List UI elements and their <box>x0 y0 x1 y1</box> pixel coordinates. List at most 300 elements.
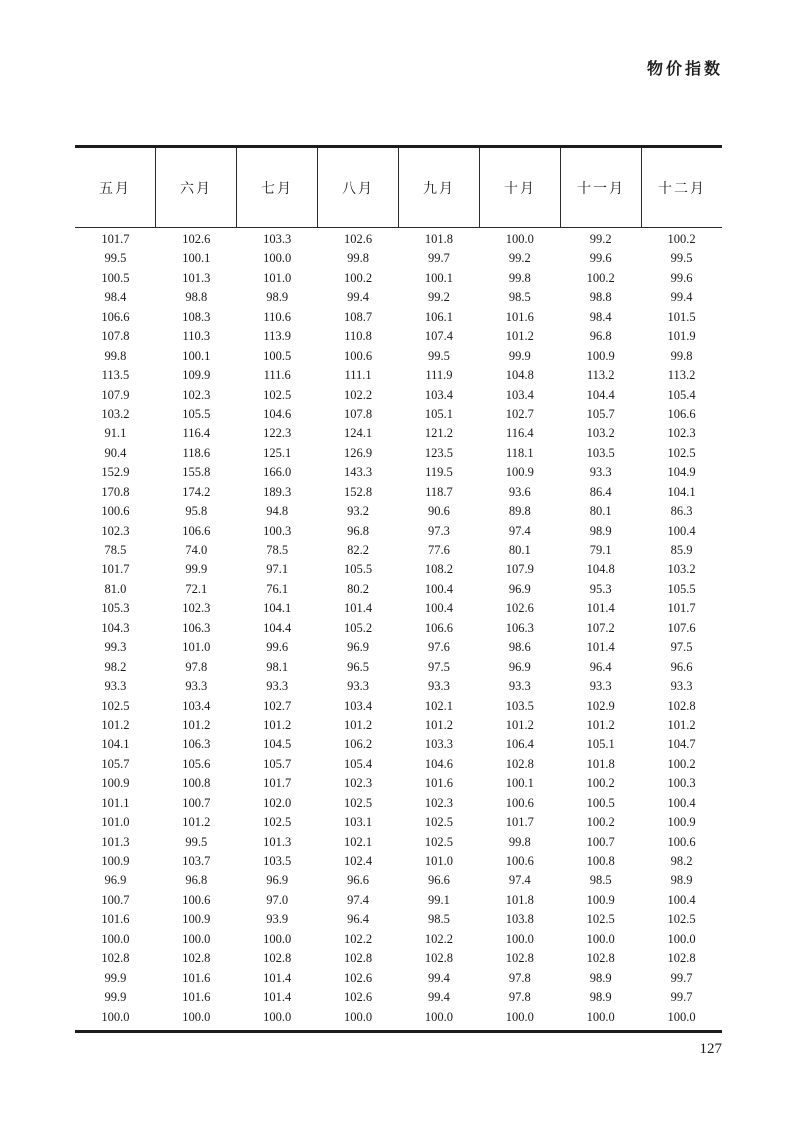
table-cell: 118.6 <box>182 445 211 460</box>
table-row <box>75 735 722 754</box>
table-cell: 99.5 <box>670 251 693 266</box>
table-row <box>75 949 722 968</box>
table-row <box>75 386 722 405</box>
table-cell: 97.4 <box>347 892 369 907</box>
table-cell: 99.1 <box>428 892 450 907</box>
table-cell: 123.5 <box>424 445 453 460</box>
table-cell: 104.5 <box>263 737 292 752</box>
table-cell: 93.3 <box>347 679 369 694</box>
table-cell: 93.3 <box>589 679 612 694</box>
table-row <box>75 580 722 599</box>
table-cell: 166.0 <box>263 465 292 480</box>
table-cell: 101.2 <box>424 717 453 732</box>
table-cell: 99.7 <box>670 970 693 985</box>
table-cell: 100.2 <box>586 270 615 285</box>
table-cell: 93.9 <box>266 912 289 927</box>
table-cell: 101.6 <box>505 309 534 324</box>
table-cell: 80.1 <box>508 543 531 557</box>
table-cell: 98.9 <box>589 970 612 985</box>
table-cell: 100.2 <box>344 270 373 285</box>
table-cell: 111.9 <box>425 368 453 383</box>
table-row <box>75 327 722 346</box>
table-cell: 82.2 <box>347 543 369 557</box>
table-cell: 100.0 <box>505 232 534 246</box>
table-cell: 102.3 <box>182 387 211 402</box>
table-cell: 100.0 <box>101 931 130 946</box>
table-cell: 101.5 <box>667 309 696 324</box>
table-row <box>75 871 722 890</box>
table-cell: 101.6 <box>101 912 130 927</box>
table-cell: 106.6 <box>182 523 211 538</box>
table-cell: 116.4 <box>182 426 211 441</box>
table-cell: 101.2 <box>344 717 373 732</box>
table-cell: 100.6 <box>344 348 373 363</box>
table-cell: 97.1 <box>266 562 289 577</box>
table-cell: 100.6 <box>101 504 130 519</box>
table-cell: 106.1 <box>424 309 453 324</box>
table-cell: 103.7 <box>182 854 211 868</box>
table-cell: 113.2 <box>667 368 696 383</box>
table-cell: 100.9 <box>101 776 130 791</box>
table-cell: 99.8 <box>508 270 531 285</box>
table-cell: 99.6 <box>266 640 289 655</box>
table-cell: 99.7 <box>670 990 693 1005</box>
table-cell: 102.5 <box>344 795 373 810</box>
table-cell: 105.2 <box>344 620 373 635</box>
table-cell: 101.0 <box>424 854 453 868</box>
table-row <box>75 852 722 871</box>
column-header: 十二月 <box>641 148 722 227</box>
table-cell: 105.7 <box>101 756 130 771</box>
table-cell: 98.4 <box>589 309 612 324</box>
table-cell: 72.1 <box>185 581 208 596</box>
table-cell: 100.7 <box>101 892 130 907</box>
table-row <box>75 774 722 793</box>
table-cell: 95.8 <box>185 504 208 519</box>
table-cell: 103.1 <box>344 815 373 830</box>
table-cell: 97.0 <box>266 892 289 907</box>
table-cell: 98.9 <box>670 873 693 888</box>
table-cell: 103.8 <box>505 912 534 927</box>
table-cell: 97.4 <box>508 873 531 888</box>
table-cell: 102.1 <box>344 834 373 849</box>
table-cell: 101.8 <box>505 892 534 907</box>
table-cell: 101.0 <box>263 270 292 285</box>
table-cell: 98.8 <box>589 290 612 305</box>
table-cell: 189.3 <box>263 484 292 499</box>
table-row <box>75 1008 722 1027</box>
table-cell: 102.2 <box>344 387 373 402</box>
table-cell: 98.6 <box>508 640 531 655</box>
table-cell: 78.5 <box>104 543 127 557</box>
table-cell: 102.1 <box>424 698 453 713</box>
table-cell: 102.8 <box>667 951 696 966</box>
table-cell: 100.5 <box>586 795 615 810</box>
table-row <box>75 658 722 677</box>
table-cell: 96.6 <box>670 659 693 674</box>
table-cell: 101.7 <box>505 815 534 830</box>
table-cell: 110.8 <box>344 329 372 344</box>
table-row <box>75 230 722 249</box>
table-cell: 99.2 <box>508 251 531 266</box>
table-cell: 101.3 <box>101 834 130 849</box>
table-cell: 100.9 <box>586 892 615 907</box>
table-cell: 118.7 <box>425 484 453 499</box>
table-cell: 74.0 <box>185 543 208 557</box>
table-cell: 99.2 <box>589 232 612 246</box>
table-cell: 102.7 <box>263 698 292 713</box>
table-cell: 100.2 <box>586 815 615 830</box>
table-cell: 104.3 <box>101 620 130 635</box>
table-cell: 89.8 <box>508 504 531 519</box>
table-cell: 98.9 <box>589 990 612 1005</box>
table-cell: 105.4 <box>344 756 373 771</box>
table-cell: 100.3 <box>667 776 696 791</box>
table-cell: 94.8 <box>266 504 289 519</box>
table-cell: 152.9 <box>101 465 130 480</box>
table-cell: 100.6 <box>182 892 211 907</box>
column-header: 五月 <box>99 180 131 197</box>
table-cell: 100.4 <box>424 601 453 616</box>
table-cell: 99.8 <box>508 834 531 849</box>
column-header: 十一月 <box>560 148 641 227</box>
table-cell: 103.5 <box>263 854 292 868</box>
table-row <box>75 969 722 988</box>
price-index-table <box>75 145 722 1033</box>
table-cell: 100.0 <box>263 1009 292 1024</box>
table-cell: 102.6 <box>505 601 534 616</box>
table-cell: 103.2 <box>667 562 696 577</box>
table-cell: 105.1 <box>424 406 453 421</box>
table-row <box>75 522 722 541</box>
table-row <box>75 249 722 268</box>
table-row <box>75 288 722 307</box>
table-cell: 101.4 <box>263 970 292 985</box>
table-cell: 99.8 <box>347 251 369 266</box>
table-cell: 101.7 <box>101 562 130 577</box>
table-cell: 102.5 <box>424 815 453 830</box>
table-cell: 105.5 <box>667 581 696 596</box>
table-cell: 101.8 <box>424 232 453 246</box>
table-cell: 102.5 <box>263 387 292 402</box>
table-cell: 101.4 <box>263 990 292 1005</box>
table-cell: 100.6 <box>667 834 696 849</box>
table-cell: 99.2 <box>428 290 450 305</box>
table-cell: 110.3 <box>182 329 211 344</box>
table-cell: 85.9 <box>670 543 693 557</box>
table-row <box>75 444 722 463</box>
table-cell: 76.1 <box>266 581 289 596</box>
table-cell: 106.6 <box>424 620 453 635</box>
table-cell: 90.6 <box>428 504 450 519</box>
table-cell: 101.0 <box>101 815 130 830</box>
table-cell: 107.4 <box>424 329 453 344</box>
table-cell: 104.6 <box>263 406 292 421</box>
table-cell: 98.1 <box>266 659 289 674</box>
table-cell: 102.3 <box>667 426 696 441</box>
table-cell: 108.2 <box>424 562 453 577</box>
table-cell: 101.2 <box>182 815 211 830</box>
table-cell: 100.1 <box>505 776 534 791</box>
table-cell: 105.7 <box>586 406 615 421</box>
table-cell: 108.3 <box>182 309 211 324</box>
table-cell: 100.1 <box>182 348 211 363</box>
table-cell: 106.4 <box>505 737 534 752</box>
table-cell: 100.0 <box>263 931 292 946</box>
table-cell: 100.2 <box>667 232 696 246</box>
table-cell: 98.5 <box>508 290 531 305</box>
table-cell: 93.3 <box>266 679 289 694</box>
table-row <box>75 930 722 949</box>
table-cell: 99.9 <box>508 348 531 363</box>
table-cell: 100.0 <box>344 1009 373 1024</box>
table-cell: 100.0 <box>182 931 211 946</box>
table-cell: 98.9 <box>589 523 612 538</box>
table-cell: 100.0 <box>505 1009 534 1024</box>
column-header: 十月 <box>479 148 560 227</box>
table-row <box>75 599 722 618</box>
table-cell: 99.6 <box>670 270 693 285</box>
table-cell: 101.2 <box>505 329 534 344</box>
table-cell: 102.8 <box>101 951 130 966</box>
table-cell: 170.8 <box>101 484 130 499</box>
table-cell: 100.7 <box>182 795 211 810</box>
column-header: 七月 <box>236 148 317 227</box>
table-cell: 100.4 <box>667 892 696 907</box>
table-cell: 101.4 <box>586 640 615 655</box>
table-cell: 80.2 <box>347 581 369 596</box>
table-cell: 100.4 <box>667 523 696 538</box>
table-cell: 103.2 <box>101 406 130 421</box>
table-cell: 96.9 <box>347 640 369 655</box>
table-cell: 111.1 <box>344 368 372 383</box>
table-row <box>75 638 722 657</box>
table-cell: 101.0 <box>182 640 211 655</box>
table-cell: 102.5 <box>667 912 696 927</box>
table-cell: 100.3 <box>263 523 292 538</box>
table-cell: 99.9 <box>104 990 127 1005</box>
column-header: 六月 <box>155 148 236 227</box>
table-cell: 95.3 <box>589 581 612 596</box>
table-cell: 100.6 <box>505 795 534 810</box>
table-cell: 101.6 <box>424 776 453 791</box>
table-cell: 79.1 <box>589 543 612 557</box>
table-row <box>75 560 722 579</box>
table-cell: 96.5 <box>347 659 369 674</box>
table-cell: 100.4 <box>667 795 696 810</box>
table-cell: 124.1 <box>344 426 373 441</box>
table-cell: 100.1 <box>182 251 211 266</box>
table-row <box>75 794 722 813</box>
table-cell: 102.3 <box>182 601 211 616</box>
table-cell: 99.4 <box>428 970 450 985</box>
table-cell: 104.1 <box>263 601 292 616</box>
table-row <box>75 697 722 716</box>
table-cell: 98.5 <box>589 873 612 888</box>
table-cell: 100.5 <box>101 270 130 285</box>
table-cell: 97.5 <box>428 659 450 674</box>
table-cell: 102.3 <box>424 795 453 810</box>
table-cell: 105.3 <box>101 601 130 616</box>
table-body <box>75 228 722 1033</box>
table-cell: 174.2 <box>182 484 211 499</box>
table-row <box>75 424 722 443</box>
table-cell: 99.5 <box>428 348 450 363</box>
table-cell: 99.7 <box>428 251 450 266</box>
table-cell: 104.9 <box>667 465 696 480</box>
table-cell: 108.7 <box>344 309 373 324</box>
table-cell: 119.5 <box>425 465 453 480</box>
table-cell: 100.0 <box>424 1009 453 1024</box>
table-cell: 104.1 <box>101 737 130 752</box>
table-cell: 91.1 <box>104 426 127 441</box>
table-row <box>75 347 722 366</box>
table-cell: 102.7 <box>505 406 534 421</box>
table-cell: 100.2 <box>586 776 615 791</box>
table-cell: 104.8 <box>586 562 615 577</box>
column-header: 九月 <box>398 148 479 227</box>
table-cell: 90.4 <box>104 445 127 460</box>
table-cell: 99.4 <box>670 290 693 305</box>
table-cell: 100.9 <box>667 815 696 830</box>
table-row <box>75 269 722 288</box>
table-cell: 102.6 <box>344 990 373 1005</box>
table-cell: 101.2 <box>505 717 534 732</box>
table-cell: 102.9 <box>586 698 615 713</box>
table-cell: 102.5 <box>424 834 453 849</box>
table-cell: 81.0 <box>104 581 127 596</box>
table-cell: 106.2 <box>344 737 373 752</box>
table-cell: 93.2 <box>347 504 369 519</box>
table-cell: 99.8 <box>670 348 693 363</box>
table-cell: 107.8 <box>344 406 373 421</box>
table-cell: 100.0 <box>263 251 292 266</box>
table-cell: 98.4 <box>104 290 127 305</box>
table-cell: 102.0 <box>263 795 292 810</box>
table-cell: 96.8 <box>589 329 612 344</box>
table-cell: 102.8 <box>505 756 534 771</box>
table-cell: 100.7 <box>586 834 615 849</box>
table-cell: 93.3 <box>508 679 531 694</box>
table-cell: 100.0 <box>101 1009 130 1024</box>
table-cell: 105.5 <box>182 406 211 421</box>
table-cell: 100.9 <box>505 465 534 480</box>
table-row <box>75 755 722 774</box>
table-row <box>75 988 722 1007</box>
table-cell: 102.8 <box>182 951 211 966</box>
table-row <box>75 716 722 735</box>
table-cell: 104.7 <box>667 737 696 752</box>
table-cell: 100.9 <box>101 854 130 868</box>
table-cell: 96.9 <box>508 659 531 674</box>
table-cell: 93.3 <box>670 679 693 694</box>
table-cell: 101.7 <box>263 776 292 791</box>
table-cell: 100.8 <box>182 776 211 791</box>
table-cell: 118.1 <box>505 445 534 460</box>
table-cell: 102.5 <box>586 912 615 927</box>
table-cell: 97.8 <box>185 659 208 674</box>
table-cell: 104.8 <box>505 368 534 383</box>
table-cell: 107.2 <box>586 620 615 635</box>
table-cell: 100.0 <box>667 931 696 946</box>
table-cell: 101.3 <box>182 270 211 285</box>
table-cell: 102.8 <box>586 951 615 966</box>
table-cell: 125.1 <box>263 445 292 460</box>
table-cell: 101.2 <box>667 717 696 732</box>
table-cell: 98.2 <box>104 659 127 674</box>
table-cell: 152.8 <box>344 484 373 499</box>
table-cell: 93.6 <box>508 484 531 499</box>
table-cell: 102.3 <box>101 523 130 538</box>
table-cell: 100.6 <box>505 854 534 868</box>
table-cell: 113.2 <box>586 368 615 383</box>
table-cell: 102.5 <box>101 698 130 713</box>
table-cell: 106.6 <box>101 309 130 324</box>
table-cell: 106.3 <box>505 620 534 635</box>
table-cell: 103.4 <box>505 387 534 402</box>
table-cell: 106.3 <box>182 737 211 752</box>
column-header: 八月 <box>317 148 398 227</box>
table-cell: 93.3 <box>589 465 612 480</box>
table-cell: 100.4 <box>424 581 453 596</box>
table-cell: 93.3 <box>428 679 450 694</box>
table-cell: 103.3 <box>424 737 453 752</box>
table-cell: 96.4 <box>589 659 612 674</box>
table-cell: 113.5 <box>101 368 130 383</box>
table-cell: 97.5 <box>670 640 693 655</box>
table-cell: 102.2 <box>424 931 453 946</box>
table-row <box>75 910 722 929</box>
table-cell: 99.5 <box>185 834 208 849</box>
table-cell: 103.4 <box>344 698 373 713</box>
table-row <box>75 405 722 424</box>
table-cell: 99.9 <box>185 562 208 577</box>
table-cell: 101.4 <box>344 601 373 616</box>
table-cell: 102.4 <box>344 854 373 868</box>
table-cell: 93.3 <box>185 679 208 694</box>
table-cell: 110.6 <box>263 309 292 324</box>
table-row <box>75 463 722 482</box>
table-cell: 102.2 <box>344 931 373 946</box>
table-cell: 122.3 <box>263 426 292 441</box>
table-cell: 102.6 <box>344 232 373 246</box>
table-cell: 78.5 <box>266 543 289 557</box>
table-cell: 107.9 <box>101 387 130 402</box>
table-cell: 111.6 <box>263 368 291 383</box>
table-cell: 99.4 <box>347 290 369 305</box>
table-row <box>75 677 722 696</box>
table-cell: 103.2 <box>586 426 615 441</box>
table-cell: 104.4 <box>586 387 615 402</box>
page-number: 127 <box>699 1041 722 1057</box>
table-cell: 80.1 <box>589 504 612 519</box>
table-row <box>75 813 722 832</box>
table-row <box>75 502 722 521</box>
table-cell: 103.4 <box>424 387 453 402</box>
table-row <box>75 891 722 910</box>
page-title: 物价指数 <box>646 59 723 78</box>
table-cell: 105.7 <box>263 756 292 771</box>
table-cell: 106.6 <box>667 406 696 421</box>
table-cell: 101.1 <box>101 795 130 810</box>
table-cell: 97.3 <box>428 523 450 538</box>
table-cell: 100.2 <box>667 756 696 771</box>
table-cell: 102.6 <box>182 232 211 246</box>
table-cell: 77.6 <box>428 543 450 557</box>
table-cell: 101.2 <box>182 717 211 732</box>
table-cell: 103.5 <box>586 445 615 460</box>
table-cell: 105.4 <box>667 387 696 402</box>
